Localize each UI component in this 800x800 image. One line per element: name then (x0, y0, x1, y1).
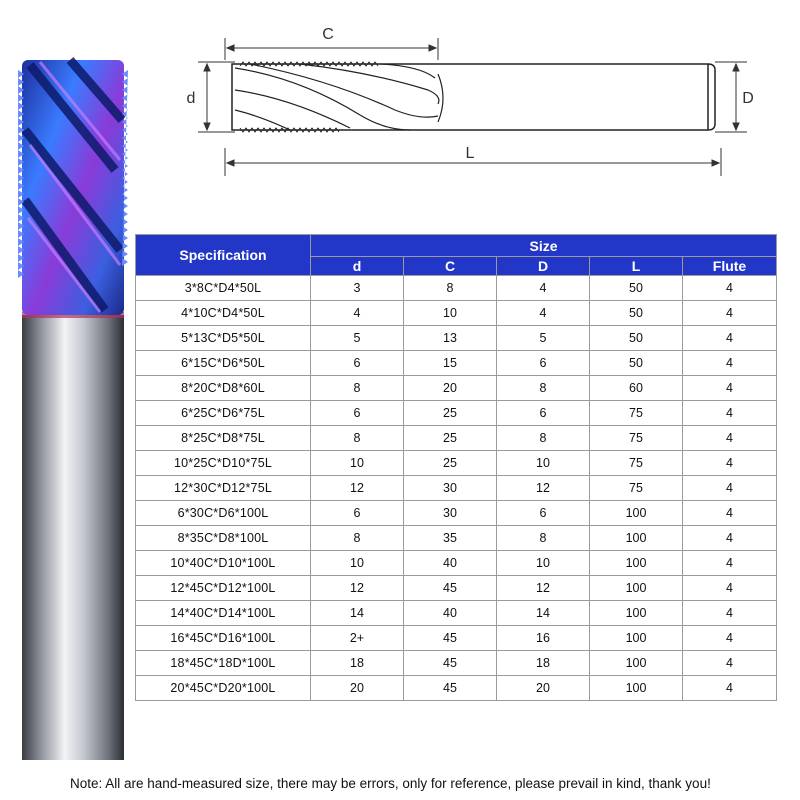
size-cell: 25 (404, 426, 497, 451)
size-cell: 4 (683, 326, 777, 351)
col-header-flute: Flute (683, 257, 777, 276)
table-row (136, 626, 777, 651)
size-cell: 75 (590, 451, 683, 476)
size-cell: 4 (683, 401, 777, 426)
spec-cell: 8*35C*D8*100L (136, 526, 311, 551)
spec-cell: 18*45C*18D*100L (136, 651, 311, 676)
spec-cell: 8*25C*D8*75L (136, 426, 311, 451)
size-cell: 4 (683, 626, 777, 651)
size-cell: 16 (497, 626, 590, 651)
spec-cell: 5*13C*D5*50L (136, 326, 311, 351)
size-cell: 6 (497, 401, 590, 426)
size-cell: 75 (590, 401, 683, 426)
size-cell: 45 (404, 676, 497, 701)
spec-cell: 6*25C*D6*75L (136, 401, 311, 426)
size-cell: 4 (683, 676, 777, 701)
size-cell: 4 (683, 351, 777, 376)
table-row (136, 276, 777, 301)
spec-cell: 12*45C*D12*100L (136, 576, 311, 601)
size-cell: 50 (590, 276, 683, 301)
dimension-drawing (180, 20, 754, 180)
table-row (136, 476, 777, 501)
size-cell: 4 (683, 301, 777, 326)
size-cell: 20 (404, 376, 497, 401)
spec-cell: 14*40C*D14*100L (136, 601, 311, 626)
table-row (136, 501, 777, 526)
tool-outline (232, 64, 715, 130)
table-row (136, 326, 777, 351)
size-cell: 18 (311, 651, 404, 676)
size-cell: 100 (590, 526, 683, 551)
col-header-l: L (590, 257, 683, 276)
size-cell: 8 (404, 276, 497, 301)
size-cell: 20 (311, 676, 404, 701)
size-cell: 12 (497, 576, 590, 601)
size-cell: 25 (404, 451, 497, 476)
spec-cell: 10*25C*D10*75L (136, 451, 311, 476)
size-cell: 45 (404, 651, 497, 676)
size-cell: 4 (683, 276, 777, 301)
table-row (136, 676, 777, 701)
table-row (136, 651, 777, 676)
size-cell: 8 (311, 376, 404, 401)
size-cell: 6 (311, 401, 404, 426)
size-cell: 75 (590, 426, 683, 451)
size-cell: 10 (497, 451, 590, 476)
size-cell: 50 (590, 351, 683, 376)
size-cell: 18 (497, 651, 590, 676)
size-cell: 8 (311, 426, 404, 451)
size-cell: 6 (311, 501, 404, 526)
size-cell: 4 (311, 301, 404, 326)
table-row (136, 376, 777, 401)
spec-cell: 3*8C*D4*50L (136, 276, 311, 301)
table-row (136, 426, 777, 451)
size-cell: 15 (404, 351, 497, 376)
label-c: C (322, 26, 334, 43)
col-header-d-large: D (497, 257, 590, 276)
size-cell: 6 (311, 351, 404, 376)
table-row (136, 551, 777, 576)
size-cell: 30 (404, 501, 497, 526)
size-cell: 5 (311, 326, 404, 351)
size-cell: 100 (590, 551, 683, 576)
size-cell: 4 (683, 551, 777, 576)
label-l: L (465, 145, 475, 162)
size-cell: 25 (404, 401, 497, 426)
size-cell: 8 (497, 526, 590, 551)
size-cell: 4 (497, 276, 590, 301)
size-cell: 12 (311, 476, 404, 501)
size-cell: 100 (590, 676, 683, 701)
label-d-large: D (742, 90, 754, 107)
size-cell: 40 (404, 601, 497, 626)
size-cell: 6 (497, 501, 590, 526)
size-cell: 4 (683, 451, 777, 476)
size-cell: 4 (683, 426, 777, 451)
spec-cell: 10*40C*D10*100L (136, 551, 311, 576)
size-cell: 2+ (311, 626, 404, 651)
size-cell: 10 (311, 551, 404, 576)
size-cell: 30 (404, 476, 497, 501)
spec-cell: 20*45C*D20*100L (136, 676, 311, 701)
spec-cell: 4*10C*D4*50L (136, 301, 311, 326)
size-cell: 35 (404, 526, 497, 551)
size-cell: 13 (404, 326, 497, 351)
size-cell: 60 (590, 376, 683, 401)
size-cell: 75 (590, 476, 683, 501)
size-cell: 40 (404, 551, 497, 576)
spec-cell: 6*15C*D6*50L (136, 351, 311, 376)
spec-cell: 6*30C*D6*100L (136, 501, 311, 526)
size-cell: 100 (590, 501, 683, 526)
size-cell: 14 (497, 601, 590, 626)
size-cell: 5 (497, 326, 590, 351)
size-cell: 45 (404, 576, 497, 601)
size-cell: 100 (590, 601, 683, 626)
table-row (136, 601, 777, 626)
table-row (136, 576, 777, 601)
size-cell: 12 (497, 476, 590, 501)
size-cell: 100 (590, 576, 683, 601)
spec-table-body (136, 276, 777, 701)
label-d-small: d (186, 90, 196, 107)
size-cell: 20 (497, 676, 590, 701)
size-cell: 4 (683, 501, 777, 526)
end-mill-product-image (10, 50, 135, 760)
size-cell: 4 (683, 601, 777, 626)
size-cell: 100 (590, 626, 683, 651)
size-cell: 50 (590, 301, 683, 326)
table-row (136, 526, 777, 551)
size-cell: 3 (311, 276, 404, 301)
size-cell: 4 (683, 376, 777, 401)
size-cell: 45 (404, 626, 497, 651)
size-cell: 6 (497, 351, 590, 376)
size-cell: 12 (311, 576, 404, 601)
size-cell: 4 (683, 651, 777, 676)
size-cell: 10 (404, 301, 497, 326)
footnote: Note: All are hand-measured size, there may be errors, only for reference, please prevail in kind, thank you! (70, 776, 711, 791)
size-cell: 100 (590, 651, 683, 676)
size-cell: 8 (311, 526, 404, 551)
col-header-d-small: d (311, 257, 404, 276)
size-cell: 4 (683, 526, 777, 551)
spec-cell: 16*45C*D16*100L (136, 626, 311, 651)
table-row (136, 451, 777, 476)
spec-cell: 8*20C*D8*60L (136, 376, 311, 401)
size-cell: 8 (497, 426, 590, 451)
size-cell: 14 (311, 601, 404, 626)
table-row (136, 401, 777, 426)
spec-header: Specification (136, 235, 311, 276)
size-cell: 4 (683, 576, 777, 601)
spec-table (135, 234, 777, 701)
size-cell: 4 (497, 301, 590, 326)
table-row (136, 351, 777, 376)
size-cell: 8 (497, 376, 590, 401)
size-cell: 4 (683, 476, 777, 501)
spec-cell: 12*30C*D12*75L (136, 476, 311, 501)
size-cell: 10 (311, 451, 404, 476)
size-cell: 50 (590, 326, 683, 351)
shank (22, 315, 124, 760)
table-row (136, 301, 777, 326)
size-header: Size (311, 235, 777, 257)
col-header-c: C (404, 257, 497, 276)
size-cell: 10 (497, 551, 590, 576)
